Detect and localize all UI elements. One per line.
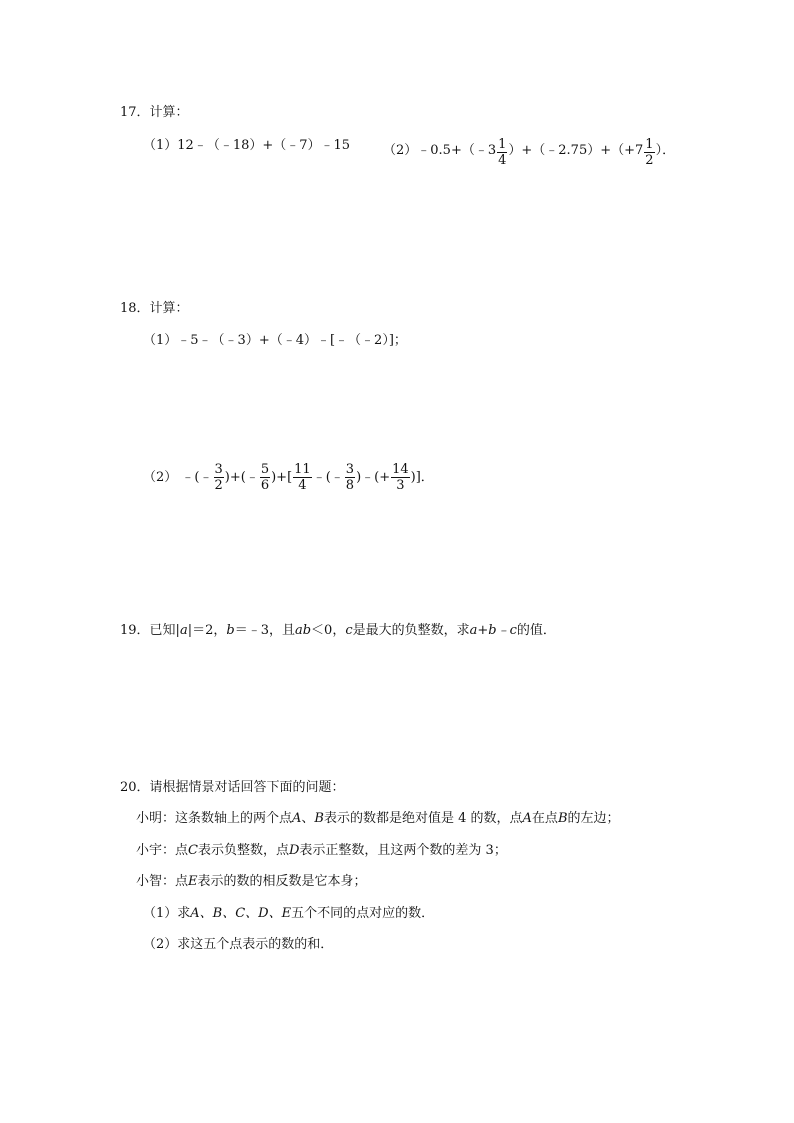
q20-sub1: （1）求A、B、C、D、E五个不同的点对应的数． bbox=[143, 906, 435, 921]
fraction: $\frac{5}{6}$ bbox=[260, 462, 270, 493]
q17-title: 17．计算： bbox=[120, 105, 189, 120]
q19-text: 19．已知|a|＝2，b＝﹣3，且ab＜0，c是最大的负整数，求a+b﹣c的值． bbox=[120, 623, 556, 638]
q18-title: 18．计算： bbox=[120, 301, 189, 316]
q20-sub2: （2）求这五个点表示的数的和． bbox=[143, 937, 334, 952]
q17-part2: （2）﹣0.5+（﹣3 $\frac{1}{4}$ ）+（﹣2.75）+（+7 $\frac{1}{2}$ ）． bbox=[383, 137, 676, 168]
q17-part1: （1）12﹣（﹣18）+（﹣7）﹣15 bbox=[143, 138, 351, 153]
fraction: $\frac{11}{4}$ bbox=[294, 462, 311, 493]
q18-part1: （1）﹣5﹣（﹣3）+（﹣4）﹣[﹣（﹣2）]； bbox=[143, 333, 407, 348]
fraction: $\frac{1}{4}$ bbox=[498, 137, 507, 168]
q20-dialog-xiaoming: 小明：这条数轴上的两个点A、B表示的数都是绝对值是 4 的数，点A在点B的左边； bbox=[136, 811, 620, 826]
q20-dialog-xiaozhi: 小智：点E表示的数的相反数是它本身； bbox=[136, 874, 367, 889]
fraction: $\frac{3}{8}$ bbox=[345, 462, 355, 493]
q20-title: 20．请根据情景对话回答下面的问题： bbox=[120, 780, 345, 795]
q20-dialog-xiaoyu: 小宇：点C表示负整数，点D表示正整数，且这两个数的差为 3； bbox=[136, 843, 507, 858]
q18-part2: （2） ﹣(﹣ $\frac{3}{2}$ )+(﹣ $\frac{5}{6}$ )+[ $\frac{11}{4}$ ﹣(﹣ $\frac{3}{8}$ )﹣(+ $\frac{14}{3}$ )]． bbox=[143, 462, 434, 493]
fraction: $\frac{14}{3}$ bbox=[392, 462, 409, 493]
fraction: $\frac{3}{2}$ bbox=[214, 462, 223, 493]
fraction: $\frac{1}{2}$ bbox=[645, 137, 654, 168]
